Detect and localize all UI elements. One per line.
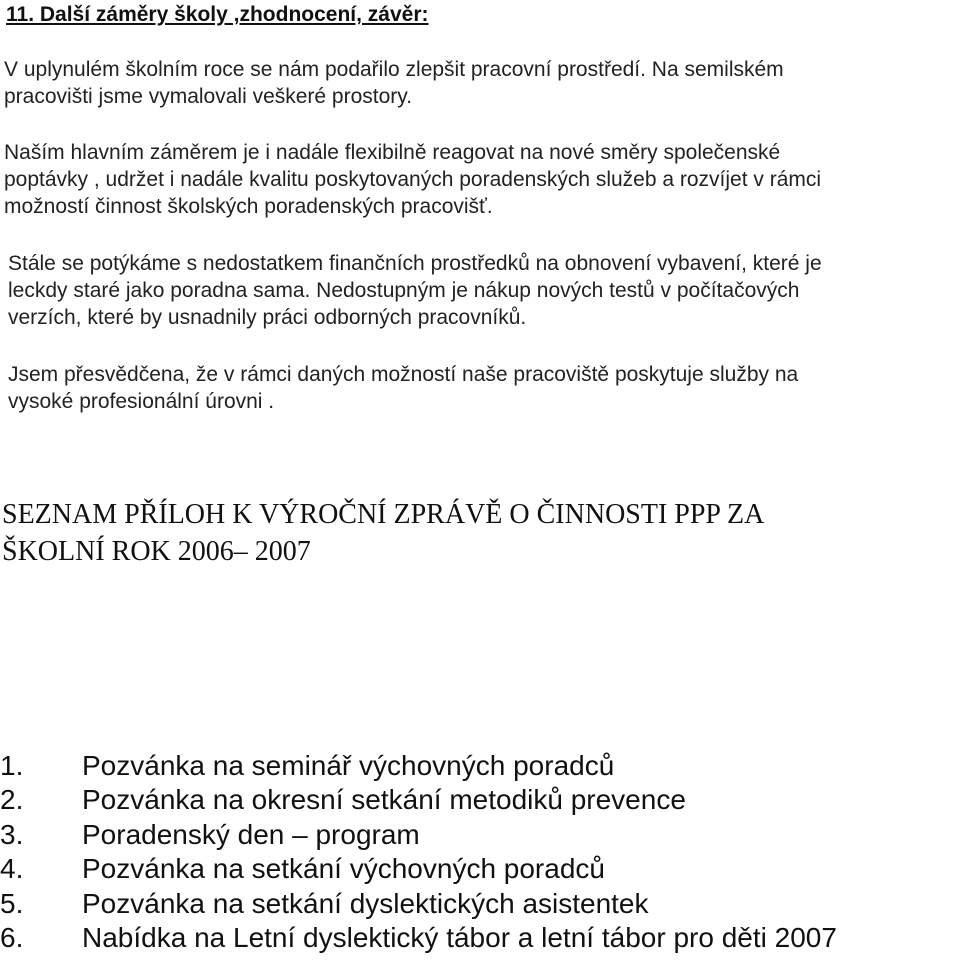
annex-list-item bbox=[0, 749, 837, 783]
paragraph-line: Jsem přesvědčena, že v rámci daných možností naše pracoviště poskytuje služby na bbox=[8, 363, 799, 386]
paragraph-line: poptávky , udržet i nadále kvalitu poskytovaných poradenských služeb a rozvíjet v rámci bbox=[4, 168, 822, 191]
section-heading: 11. Další záměry školy ,zhodnocení, závěr: bbox=[6, 3, 429, 26]
annex-item-text: Nabídka na Letní dyslektický tábor a letní tábor pro děti 2007 bbox=[82, 921, 837, 953]
annex-item-number: 4. bbox=[0, 853, 24, 885]
paragraph-line: verzích, které by usnadnily práci odborných pracovníků. bbox=[8, 306, 527, 329]
paragraph-line: Naším hlavním záměrem je i nadále flexibilně reagovat na nové směry společenské bbox=[4, 141, 781, 164]
paragraph-line: možností činnost školských poradenských pracovišť. bbox=[4, 195, 493, 218]
annex-title-line: ŠKOLNÍ ROK 2006– 2007 bbox=[2, 536, 311, 567]
paragraph-conclusion bbox=[8, 361, 798, 415]
annex-item-number: 3. bbox=[0, 818, 24, 850]
annex-list-item bbox=[0, 783, 837, 817]
annex-list bbox=[0, 749, 837, 955]
annex-title bbox=[2, 496, 764, 570]
annex-item-text: Poradenský den – program bbox=[82, 818, 420, 850]
annex-item-number: 1. bbox=[0, 750, 24, 781]
annex-item-number: 6. bbox=[0, 921, 24, 953]
annex-item-text: Pozvánka na setkání dyslektických asistentek bbox=[82, 887, 649, 919]
annex-item-text: Pozvánka na setkání výchovných poradců bbox=[82, 853, 605, 885]
paragraph-funding bbox=[8, 250, 822, 331]
annex-item-number: 5. bbox=[0, 887, 24, 919]
annex-list-item bbox=[0, 852, 837, 886]
annex-list-item bbox=[0, 818, 837, 852]
paragraph-line: pracovišti jsme vymalovali veškeré prostory. bbox=[4, 85, 413, 108]
paragraph-goals bbox=[4, 139, 821, 220]
annex-item-text: Pozvánka na seminář výchovných poradců bbox=[82, 750, 615, 781]
paragraph-line: V uplynulém školním roce se nám podařilo zlepšit pracovní prostředí. Na semilském bbox=[4, 58, 784, 81]
paragraph-line: leckdy staré jako poradna sama. Nedostupným je nákup nových testů v počítačových bbox=[8, 279, 800, 302]
paragraph-line: vysoké profesionální úrovni . bbox=[8, 390, 275, 413]
annex-title-line: SEZNAM PŘÍLOH K VÝROČNÍ ZPRÁVĚ O ČINNOSTI PPP ZA bbox=[2, 499, 765, 530]
annex-item-number: 2. bbox=[0, 784, 24, 816]
paragraph-line: Stále se potýkáme s nedostatkem finančních prostředků na obnovení vybavení, které je bbox=[8, 252, 822, 275]
annex-item-text: Pozvánka na okresní setkání metodiků prevence bbox=[82, 784, 686, 816]
annex-list-item bbox=[0, 921, 837, 955]
annex-list-item bbox=[0, 887, 837, 921]
paragraph-environment bbox=[4, 56, 784, 110]
